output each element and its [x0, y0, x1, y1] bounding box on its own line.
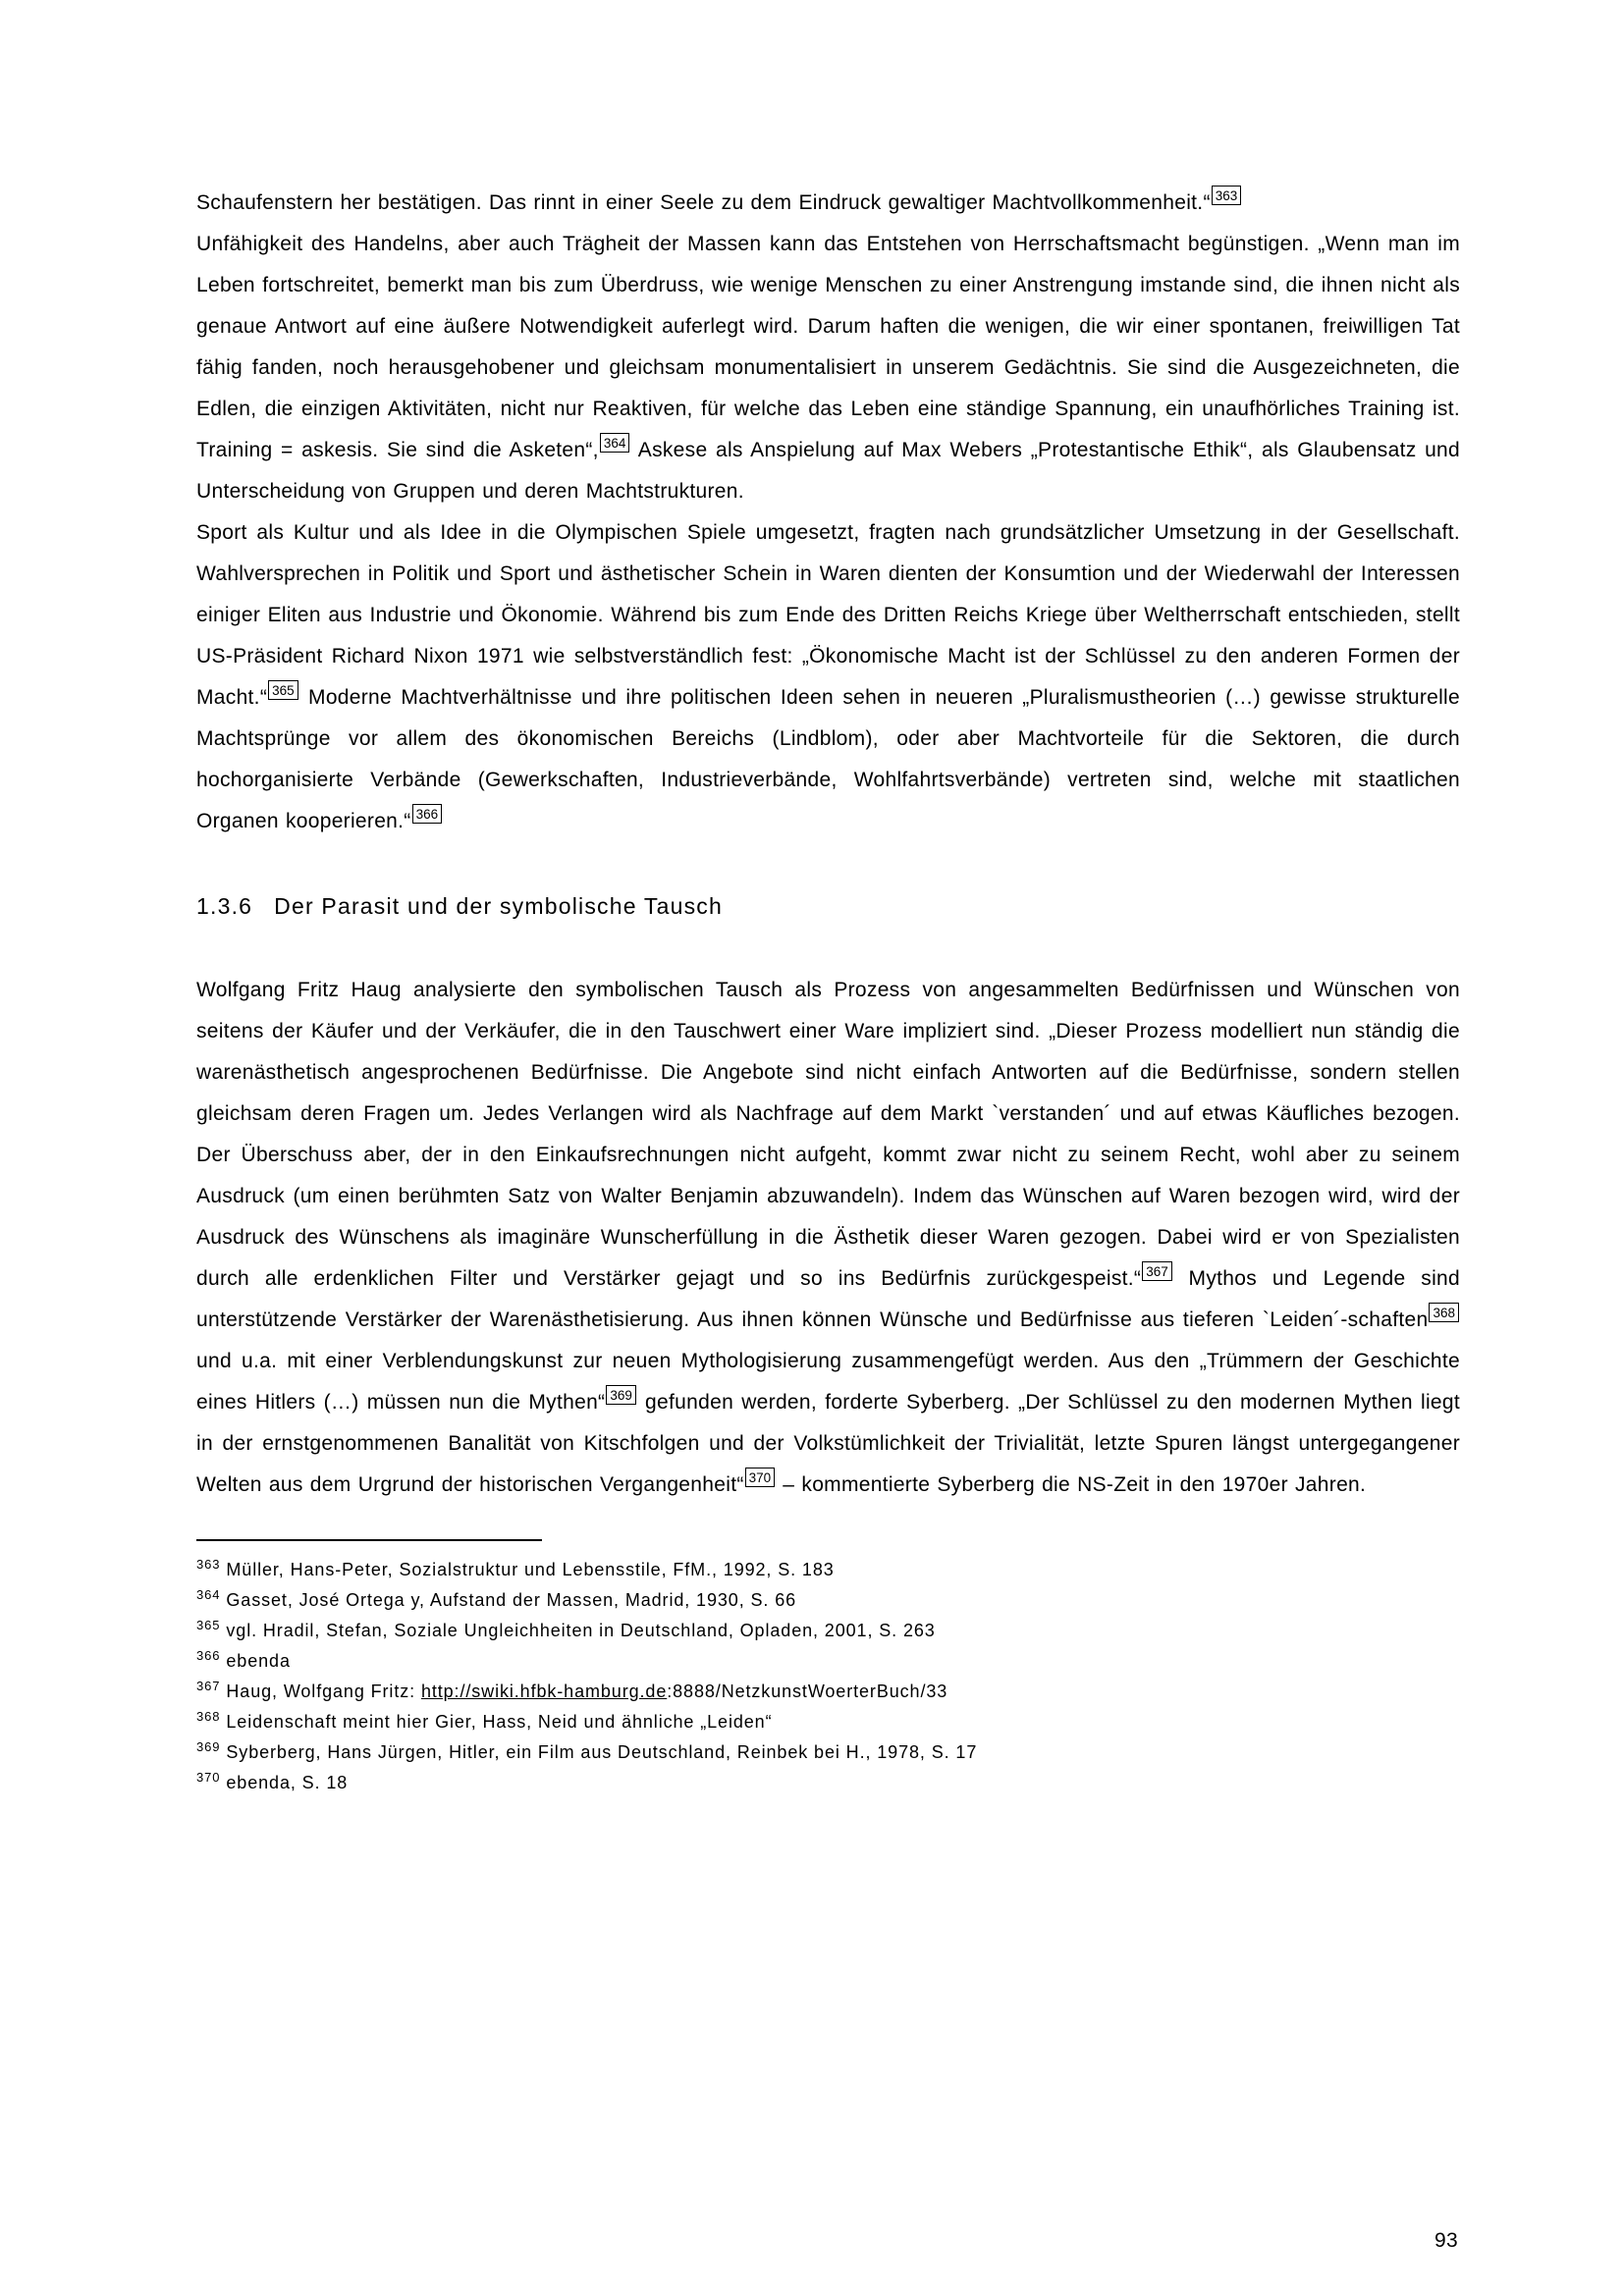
- paragraph: Wolfgang Fritz Haug analysierte den symbolischen Tausch als Prozess von angesammelten Bedürfnissen und Wünschen von seitens der Käufer und der Verkäufer, die in den Tauschwert einer Ware impliziert sind. „Dieser Prozess modelliert nun ständig die warenästhetisch angesprochenen Bedürfnisse. Die Angebote sind nicht einfach Antworten auf die Bedürfnisse, sondern stellen gleichsam deren Fragen um. Jedes Verlangen wird als Nachfrage auf dem Markt `verstanden´ und auf etwas Käufliches bezogen. Der Überschuss aber, der in den Einkaufsrechnungen nicht aufgeht, kommt zwar nicht zu seinem Recht, wohl aber zu seinem Ausdruck (um einen berühmten Satz von Walter Benjamin abzuwandeln). Indem das Wünschen auf Waren bezogen wird, wird der Ausdruck des Wünschens als imaginäre Wunscherfüllung in die Ästhetik dieser Waren gezogen. Dabei wird er von Spezialisten durch alle erdenklichen Filter und Verstärker gejagt und so ins Bedürfnis zurückgespeist.“ 367 Mythos und Legende sind unterstützende Verstärker der Warenästhetisierung. Aus ihnen können Wünsche und Bedürfnisse aus tieferen `Leiden´-schaften 368 und u.a. mit einer Verblendungskunst zur neuen Mythologisierung zusammengefügt werden. Aus den „Trümmern der Geschichte eines Hitlers (…) müssen nun die Mythen“ 369 gefunden werden, forderte Syberberg. „Der Schlüssel zu den modernen Mythen liegt in der ernstgenommenen Banalität von Kitschfolgen und der Volkstümlichkeit der Trivialität, letzte Spuren längst untergegangener Welten aus dem Urgrund der historischen Vergangenheit“ 370 – kommentierte Syberberg die NS-Zeit in den 1970er Jahren.: [196, 979, 1461, 1496]
- footnote: $^{365}$ vgl. Hradil, Stefan, Soziale Ungleichheiten in Deutschland, Opladen, 2001, S. 263: [196, 1618, 936, 1640]
- footnote: $^{364}$ Gasset, José Ortega y, Aufstand der Massen, Madrid, 1930, S. 66: [196, 1587, 797, 1610]
- footnote: $^{366}$ ebenda: [196, 1648, 291, 1671]
- footnote-number: 368: [196, 1709, 221, 1724]
- footnote: $^{368}$ Leidenschaft meint hier Gier, Hass, Neid und ähnliche „Leiden“: [196, 1709, 773, 1732]
- footnote-marker[interactable]: 365: [268, 680, 298, 700]
- paragraph: Unfähigkeit des Handelns, aber auch Trägheit der Massen kann das Entstehen von Herrschaftsmacht begünstigen. „Wenn man im Leben fortschreitet, bemerkt man bis zum Überdruss, wie wenige Menschen zu einer Anstrengung imstande sind, die ihnen nicht als genaue Antwort auf eine äußere Notwendigkeit auferlegt wird. Darum haften die wenigen, die wir einer spontanen, freiwilligen Tat fähig fanden, noch herausgehobener und gleichsam monumentalisiert in unserem Gedächtnis. Sie sind die Ausgezeichneten, die Edlen, die einzigen Aktivitäten, nicht nur Reaktiven, für welche das Leben eine ständige Spannung, ein unaufhörliches Training ist. Training = askesis. Sie sind die Asketen“, 364 Askese als Anspielung auf Max Webers „Protestantische Ethik“, als Glaubensatz und Unterscheidung von Gruppen und deren Machtstrukturen.: [196, 233, 1461, 503]
- footnote-marker[interactable]: 367: [1142, 1261, 1172, 1281]
- footnote: $^{363}$ Müller, Hans-Peter, Sozialstruktur und Lebensstile, FfM., 1992, S. 183: [196, 1557, 835, 1579]
- document-body: [196, 183, 1460, 1506]
- footnote-marker[interactable]: 370: [745, 1468, 776, 1487]
- footnote-separator: [196, 1539, 542, 1541]
- section-title: Der Parasit und der symbolische Tausch: [274, 893, 723, 919]
- section-heading: [196, 885, 1460, 927]
- footnote-marker[interactable]: 368: [1429, 1303, 1459, 1322]
- footnote: $^{367}$ Haug, Wolfgang Fritz: http://swiki.hfbk-hamburg.de:8888/NetzkunstWoerterBuch/33: [196, 1679, 948, 1701]
- footnote-marker[interactable]: 363: [1212, 186, 1242, 205]
- footnote: $^{370}$ ebenda, S. 18: [196, 1770, 349, 1792]
- section-number: 1.3.6: [196, 893, 253, 919]
- footnote-number: 366: [196, 1648, 221, 1663]
- footnote-number: 364: [196, 1587, 221, 1602]
- footnote-number: 363: [196, 1557, 221, 1572]
- footnote-list: [196, 1555, 1460, 1798]
- footnote: $^{369}$ Syberberg, Hans Jürgen, Hitler, ein Film aus Deutschland, Reinbek bei H., 1978, S. 17: [196, 1739, 978, 1762]
- footnote-number: 365: [196, 1618, 221, 1632]
- footnote-link[interactable]: http://swiki.hfbk-hamburg.de: [420, 1682, 668, 1701]
- paragraph: Schaufenstern her bestätigen. Das rinnt in einer Seele zu dem Eindruck gewaltiger Machtvollkommenheit.“ 363: [196, 183, 1460, 224]
- page-number: 93: [1434, 2229, 1458, 2252]
- footnote-marker[interactable]: 364: [600, 433, 630, 453]
- footnote-number: 370: [196, 1770, 221, 1785]
- footnote-number: 367: [196, 1679, 221, 1693]
- footnote-number: 369: [196, 1739, 221, 1754]
- footnote-marker[interactable]: 369: [606, 1385, 636, 1405]
- paragraph: Sport als Kultur und als Idee in die Olympischen Spiele umgesetzt, fragten nach grundsätzlicher Umsetzung in der Gesellschaft. Wahlversprechen in Politik und Sport und ästhetischer Schein in Waren dienten der Konsumtion und der Wiederwahl der Interessen einiger Eliten aus Industrie und Ökonomie. Während bis zum Ende des Dritten Reichs Kriege über Weltherrschaft entschieden, stellt US-Präsident Richard Nixon 1971 wie selbstverständlich fest: „Ökonomische Macht ist der Schlüssel zu den anderen Formen der Macht.“ 365 Moderne Machtverhältnisse und ihre politischen Ideen sehen in neueren „Pluralismustheorien (…) gewisse strukturelle Machtsprünge vor allem des ökonomischen Bereichs (Lindblom), oder aber Machtvorteile für die Sektoren, die durch hochorganisierte Verbände (Gewerkschaften, Industrieverbände, Wohlfahrtsverbände) vertreten sind, welche mit staatlichen Organen kooperieren.“ 366: [196, 521, 1460, 832]
- footnote-marker[interactable]: 366: [412, 804, 443, 824]
